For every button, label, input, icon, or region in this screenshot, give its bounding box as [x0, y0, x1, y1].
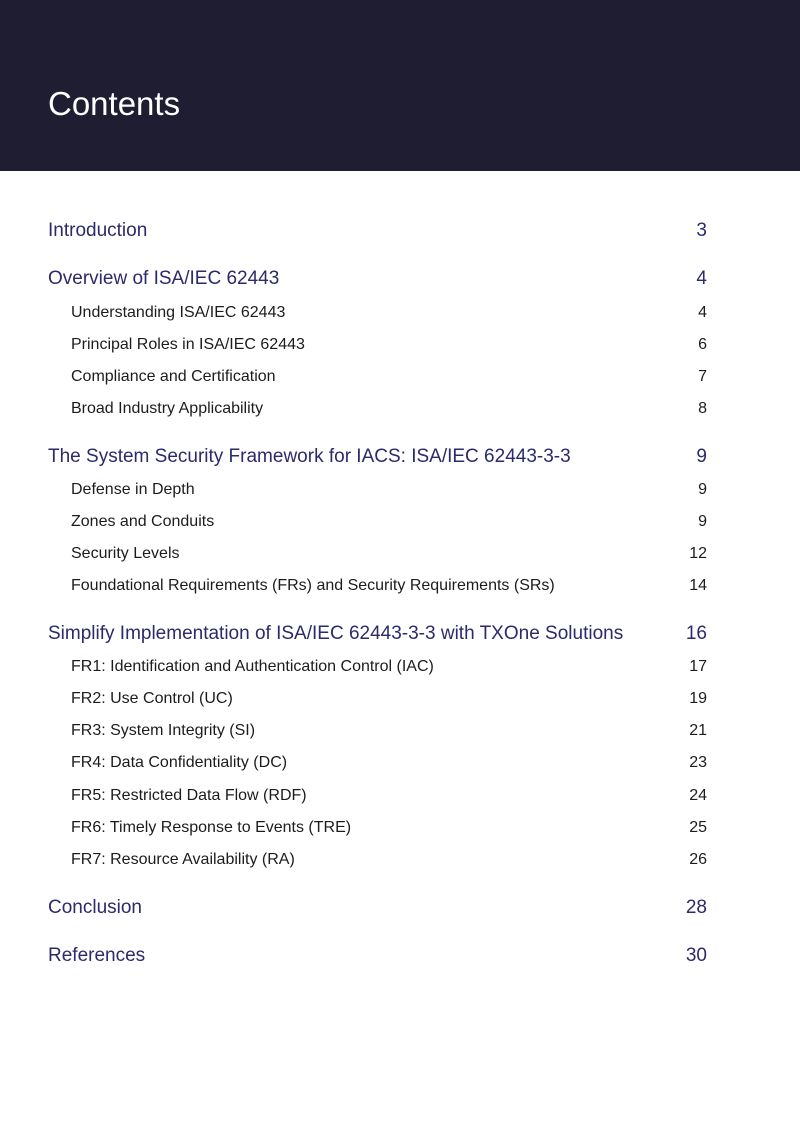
- toc-subentry[interactable]: [71, 303, 707, 323]
- toc-entry-label: Conclusion: [48, 897, 142, 918]
- toc-entry-label: Zones and Conduits: [71, 513, 215, 530]
- toc-entry-page: 6: [698, 336, 707, 353]
- toc-subentry[interactable]: [71, 576, 707, 596]
- toc-entry-page: 8: [698, 400, 707, 417]
- toc-subentry[interactable]: [71, 367, 707, 387]
- toc-entry-page: 9: [698, 513, 707, 530]
- toc-entry-page: 24: [689, 787, 707, 804]
- toc-entry-page: 9: [696, 446, 707, 467]
- toc-entry-label: FR6: Timely Response to Events (TRE): [71, 819, 352, 836]
- toc-entry[interactable]: [48, 219, 707, 243]
- toc-entry-page: 30: [685, 945, 707, 966]
- toc-entry-page: 23: [689, 754, 707, 771]
- toc-entry-page: 25: [689, 819, 707, 836]
- toc-subentry[interactable]: [71, 657, 707, 677]
- toc-entry[interactable]: [48, 944, 707, 968]
- toc-subentry[interactable]: [71, 753, 707, 773]
- toc-entry-page: 7: [698, 368, 707, 385]
- toc-entry-label: Foundational Requirements (FRs) and Security Requirements (SRs): [71, 577, 555, 594]
- toc-entry-label: Defense in Depth: [71, 481, 195, 498]
- toc-entry-label: References: [48, 945, 146, 966]
- toc-entry-label: FR2: Use Control (UC): [71, 690, 233, 707]
- toc-entry[interactable]: [48, 622, 707, 646]
- toc-entry-label: FR3: System Integrity (SI): [71, 722, 256, 739]
- toc-entry-label: Simplify Implementation of ISA/IEC 62443-3-3 with TXOne Solutions: [48, 623, 624, 644]
- toc-subentry[interactable]: [71, 399, 707, 419]
- toc-entry-page: 21: [689, 722, 707, 739]
- page-title: Contents: [48, 85, 181, 122]
- toc-subentry[interactable]: [71, 335, 707, 355]
- toc-subentry[interactable]: [71, 721, 707, 741]
- toc-entry[interactable]: [48, 896, 707, 920]
- toc-entry-label: Compliance and Certification: [71, 368, 276, 385]
- toc-subentry[interactable]: [71, 512, 707, 532]
- toc-entry-page: 12: [689, 545, 707, 562]
- toc-entry-label: Security Levels: [71, 545, 180, 562]
- header-banner: [0, 0, 800, 171]
- toc-entry-page: 17: [689, 658, 707, 675]
- toc-entry-page: 3: [696, 220, 707, 241]
- toc-subentry[interactable]: [71, 786, 707, 806]
- toc-subentry[interactable]: [71, 544, 707, 564]
- toc-entry-label: Understanding ISA/IEC 62443: [71, 304, 286, 321]
- toc-entry-label: FR4: Data Confidentiality (DC): [71, 754, 288, 771]
- toc-entry-page: 16: [685, 623, 707, 644]
- toc-subentry[interactable]: [71, 850, 707, 870]
- toc-entry-page: 19: [689, 690, 707, 707]
- toc-entry-page: 26: [689, 851, 707, 868]
- toc-entry-page: 28: [685, 897, 707, 918]
- toc-subentry[interactable]: [71, 480, 707, 500]
- toc-subentry[interactable]: [71, 689, 707, 709]
- toc-entry-label: Broad Industry Applicability: [71, 400, 264, 417]
- toc-entry-label: Principal Roles in ISA/IEC 62443: [71, 336, 305, 353]
- toc-entry-label: The System Security Framework for IACS: ISA/IEC 62443-3-3: [48, 446, 571, 467]
- toc-entry-label: FR5: Restricted Data Flow (RDF): [71, 787, 307, 804]
- toc-entry-page: 4: [698, 304, 707, 321]
- toc-entry-label: FR1: Identification and Authentication Control (IAC): [71, 658, 434, 675]
- toc-entry[interactable]: [48, 445, 707, 469]
- toc-entry-label: Introduction: [48, 220, 148, 241]
- toc-entry-page: 14: [689, 577, 707, 594]
- toc-entry-page: 4: [696, 268, 707, 289]
- toc-subentry[interactable]: [71, 818, 707, 838]
- toc-entry[interactable]: [48, 267, 707, 291]
- toc-entry-page: 9: [698, 481, 707, 498]
- toc-entry-label: Overview of ISA/IEC 62443: [48, 268, 280, 289]
- toc-entry-label: FR7: Resource Availability (RA): [71, 851, 295, 868]
